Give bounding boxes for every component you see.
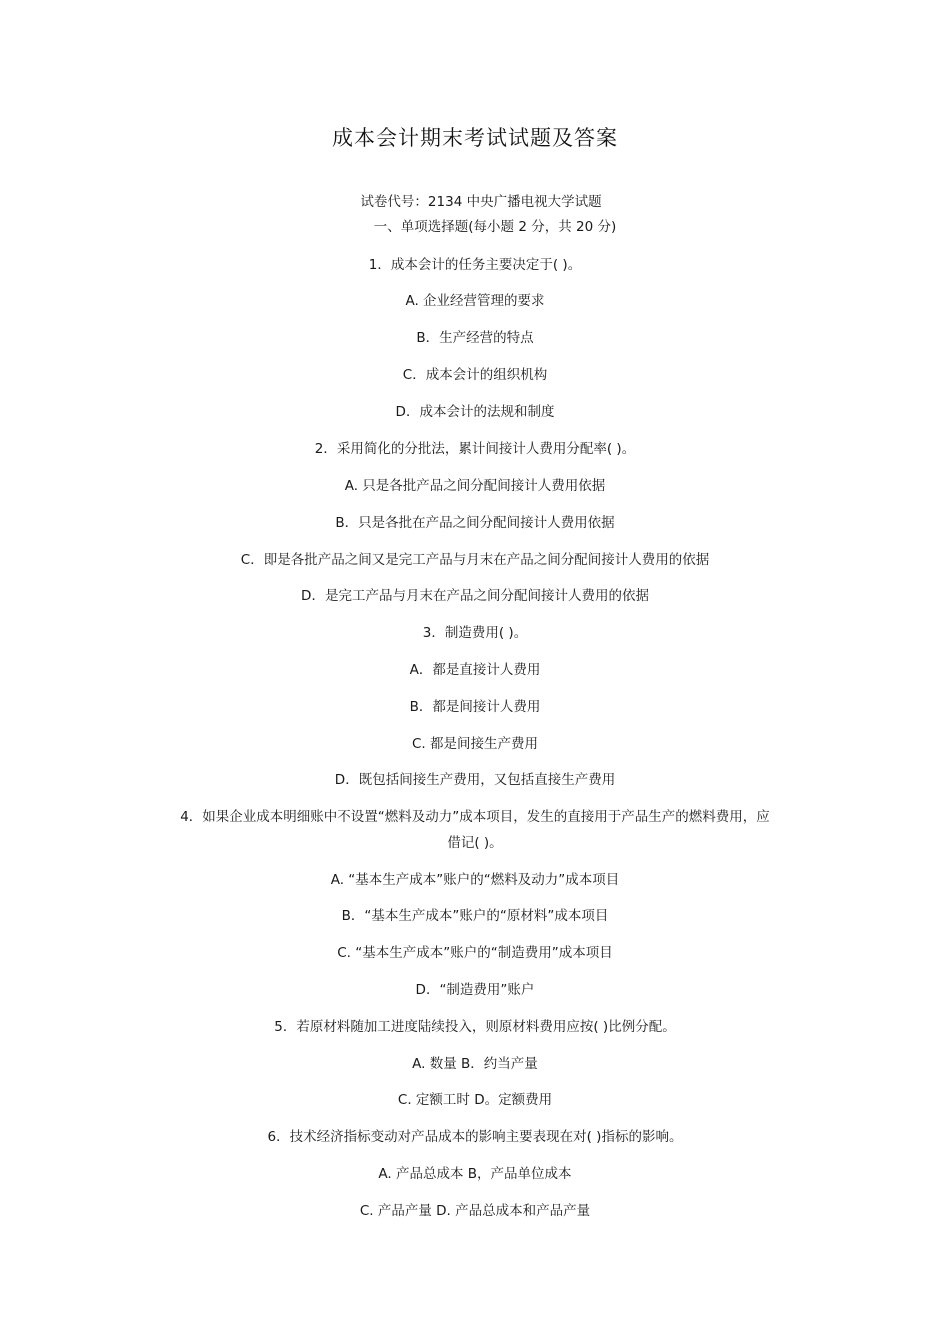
question-option: C. 产品产量 D. 产品总成本和产品产量 — [359, 1203, 591, 1219]
question-stem: 1．成本会计的任务主要决定于( )。 — [368, 257, 582, 273]
question-option: D．既包括间接生产费用，又包括直接生产费用 — [334, 772, 616, 788]
question-option: C. 都是间接生产费用 — [411, 736, 538, 752]
question-option: A．都是直接计人费用 — [409, 662, 541, 678]
question-stem: 5．若原材料随加工进度陆续投入，则原材料费用应按( )比例分配。 — [274, 1019, 676, 1035]
exam-code-line: 试卷代号：2134 中央广播电视大学试题 — [360, 194, 602, 210]
question-stem: 3．制造费用( )。 — [422, 625, 528, 641]
question-stem-continued: 借记( )。 — [447, 835, 503, 851]
question-option: B．生产经营的特点 — [416, 330, 534, 346]
question-stem: 2．采用简化的分批法，累计间接计人费用分配率( )。 — [314, 441, 636, 457]
section-heading: 一、单项选择题(每小题 2 分，共 20 分) — [373, 219, 617, 235]
question-option: A. 产品总成本 B，产品单位成本 — [378, 1166, 572, 1182]
question-option: A. 只是各批产品之间分配间接计人费用依据 — [344, 478, 606, 494]
question-option: D．成本会计的法规和制度 — [395, 404, 555, 420]
question-option: D．“制造费用”账户 — [415, 982, 535, 998]
question-option: B．“基本生产成本”账户的“原材料”成本项目 — [341, 908, 609, 924]
question-option: A. 数量 B．约当产量 — [412, 1056, 538, 1072]
question-option: C. “基本生产成本”账户的“制造费用”成本项目 — [337, 945, 613, 961]
question-stem: 4．如果企业成本明细账中不设置“燃料及动力”成本项目，发生的直接用于产品生产的燃料费用，应 — [180, 809, 770, 825]
question-option: D．是完工产品与月末在产品之间分配间接计人费用的依据 — [301, 588, 649, 604]
question-option: C．成本会计的组织机构 — [402, 367, 548, 383]
question-option: A. 企业经营管理的要求 — [405, 293, 545, 309]
question-option: A. “基本生产成本”账户的“燃料及动力”成本项目 — [330, 872, 620, 888]
question-option: C．即是各批产品之间又是完工产品与月末在产品之间分配间接计人费用的依据 — [240, 552, 710, 568]
question-option: B．都是间接计人费用 — [409, 699, 541, 715]
question-option: B．只是各批在产品之间分配间接计人费用依据 — [335, 515, 615, 531]
question-option: C. 定额工时 D。定额费用 — [397, 1092, 553, 1108]
document-title: 成本会计期末考试试题及答案 — [332, 126, 618, 150]
question-stem: 6．技术经济指标变动对产品成本的影响主要表现在对( )指标的影响。 — [267, 1129, 683, 1145]
